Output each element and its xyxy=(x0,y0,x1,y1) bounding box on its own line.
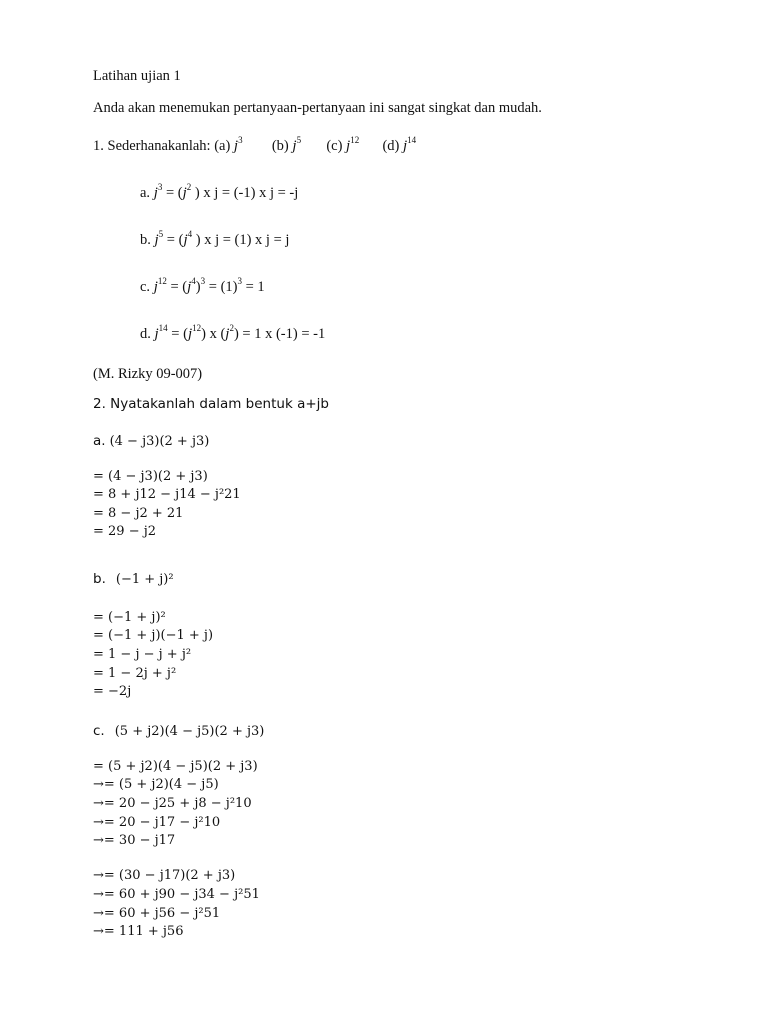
q1-answer-d xyxy=(140,323,326,343)
q1-option-b-var: j xyxy=(292,138,297,154)
answer-c-eq: = xyxy=(205,279,221,295)
q2b-step: = 1 − 2j + j² xyxy=(93,666,177,681)
q2-heading: 2. Nyatakanlah dalam bentuk a+jb xyxy=(93,396,329,412)
q2b-step: = (−1 + j)² xyxy=(93,610,166,625)
answer-c-exp2: 4 xyxy=(191,276,196,286)
answer-b-var: j xyxy=(154,232,159,248)
q2b-label: b. xyxy=(93,571,106,587)
answer-a-exp2: 2 xyxy=(186,182,192,192)
q2b-expr: (−1 + j)² xyxy=(115,572,174,587)
q1-credit: (M. Rizky 09-007) xyxy=(93,366,203,382)
answer-c-close: ) xyxy=(195,279,201,295)
q1-option-b-label: (b) xyxy=(271,138,289,154)
answer-c-exp4: 3 xyxy=(237,276,242,286)
answer-d-rest2: ) = 1 x (-1) = -1 xyxy=(233,326,326,342)
answer-a-mid: = ( xyxy=(165,185,183,201)
q2b-step: = (−1 + j)(−1 + j) xyxy=(93,628,214,643)
q2c-step: →= (30 − j17)(2 + j3) xyxy=(93,868,236,883)
q2c-step: →= 60 + j90 − j34 − j²51 xyxy=(93,887,260,902)
q1-answer-c xyxy=(140,276,265,296)
answer-d-var: j xyxy=(154,326,159,342)
q1-option-d-var: j xyxy=(403,138,408,154)
q2c-expr: (5 + j2)(4 − j5)(2 + j3) xyxy=(114,724,265,739)
answer-a-var2: j xyxy=(182,185,187,201)
answer-b-label: b. xyxy=(140,232,151,248)
answer-b-var2: j xyxy=(183,232,188,248)
q2c-step: = (5 + j2)(4 − j5)(2 + j3) xyxy=(93,759,258,774)
q2a-step: = (4 − j3)(2 + j3) xyxy=(93,469,208,484)
q2b-step: = 1 − j − j + j² xyxy=(93,647,192,662)
q2c-step: →= 111 + j56 xyxy=(93,924,184,939)
answer-c-label: c. xyxy=(140,279,151,295)
q2c-step: →= 60 + j56 − j²51 xyxy=(93,906,221,921)
q1-option-c-label: (c) xyxy=(326,138,343,154)
q2a-header xyxy=(93,432,209,450)
answer-a-exp1: 3 xyxy=(157,182,163,192)
q2c-header xyxy=(93,722,264,740)
q2b-header xyxy=(93,570,174,588)
q1-prompt xyxy=(93,135,417,155)
q1-option-a-var: j xyxy=(233,138,239,154)
q1-option-c-exp: 12 xyxy=(350,135,360,145)
answer-c-mid: = ( xyxy=(170,279,188,295)
q1-option-d-exp: 14 xyxy=(407,135,417,145)
answer-b-rest: ) x j = (1) x j = j xyxy=(195,232,290,248)
q2c-step: →= 20 − j17 − j²10 xyxy=(93,815,221,830)
q2a-step: = 29 − j2 xyxy=(93,524,157,539)
answer-b-mid: = ( xyxy=(166,232,184,248)
intro-text: Anda akan menemukan pertanyaan-pertanyaan ini sangat singkat dan mudah. xyxy=(93,100,542,116)
q2b-step: = −2j xyxy=(93,684,132,699)
answer-c-exp3: 3 xyxy=(200,276,206,286)
page-title: Latihan ujian 1 xyxy=(93,68,181,84)
q2c-step: →= 30 − j17 xyxy=(93,833,176,848)
answer-d-exp3: 2 xyxy=(229,323,234,333)
q2a-expr: (4 − j3)(2 + j3) xyxy=(109,434,210,449)
q1-prompt-label: 1. Sederhanakanlah: (a) xyxy=(93,138,231,154)
answer-c-var2: j xyxy=(187,279,192,295)
answer-d-rest1: ) x ( xyxy=(201,326,226,342)
q1-option-b-exp: 5 xyxy=(296,135,302,145)
answer-d-label: d. xyxy=(140,326,151,342)
q1-answer-a xyxy=(140,182,299,202)
answer-d-var3: j xyxy=(225,326,230,342)
answer-a-var: j xyxy=(153,185,158,201)
q2a-step: = 8 − j2 + 21 xyxy=(93,506,184,521)
answer-d-exp2: 12 xyxy=(192,323,202,333)
q2a-label: a. xyxy=(93,433,106,449)
answer-a-label: a. xyxy=(140,185,151,201)
answer-d-mid: = ( xyxy=(171,326,188,342)
q1-option-d-label: (d) xyxy=(382,138,400,154)
q2c-step: →= (5 + j2)(4 − j5) xyxy=(93,777,219,792)
answer-c-rest: = 1 xyxy=(245,279,265,295)
answer-c-one: (1) xyxy=(220,279,238,295)
q1-option-a-exp: 3 xyxy=(238,135,243,145)
q2c-step: →= 20 − j25 + j8 − j²10 xyxy=(93,796,252,811)
answer-d-exp1: 14 xyxy=(158,323,168,333)
answer-c-exp1: 12 xyxy=(157,276,167,286)
q1-option-c-var: j xyxy=(346,138,351,154)
answer-d-var2: j xyxy=(187,326,193,342)
answer-b-exp1: 5 xyxy=(158,229,164,239)
q1-answer-b xyxy=(140,229,290,249)
answer-c-var: j xyxy=(153,279,158,295)
q2c-label: c. xyxy=(93,723,105,739)
answer-a-rest: ) x j = (-1) x j = -j xyxy=(194,185,299,201)
q2a-step: = 8 + j12 − j14 − j²21 xyxy=(93,487,241,502)
answer-b-exp2: 4 xyxy=(187,229,193,239)
